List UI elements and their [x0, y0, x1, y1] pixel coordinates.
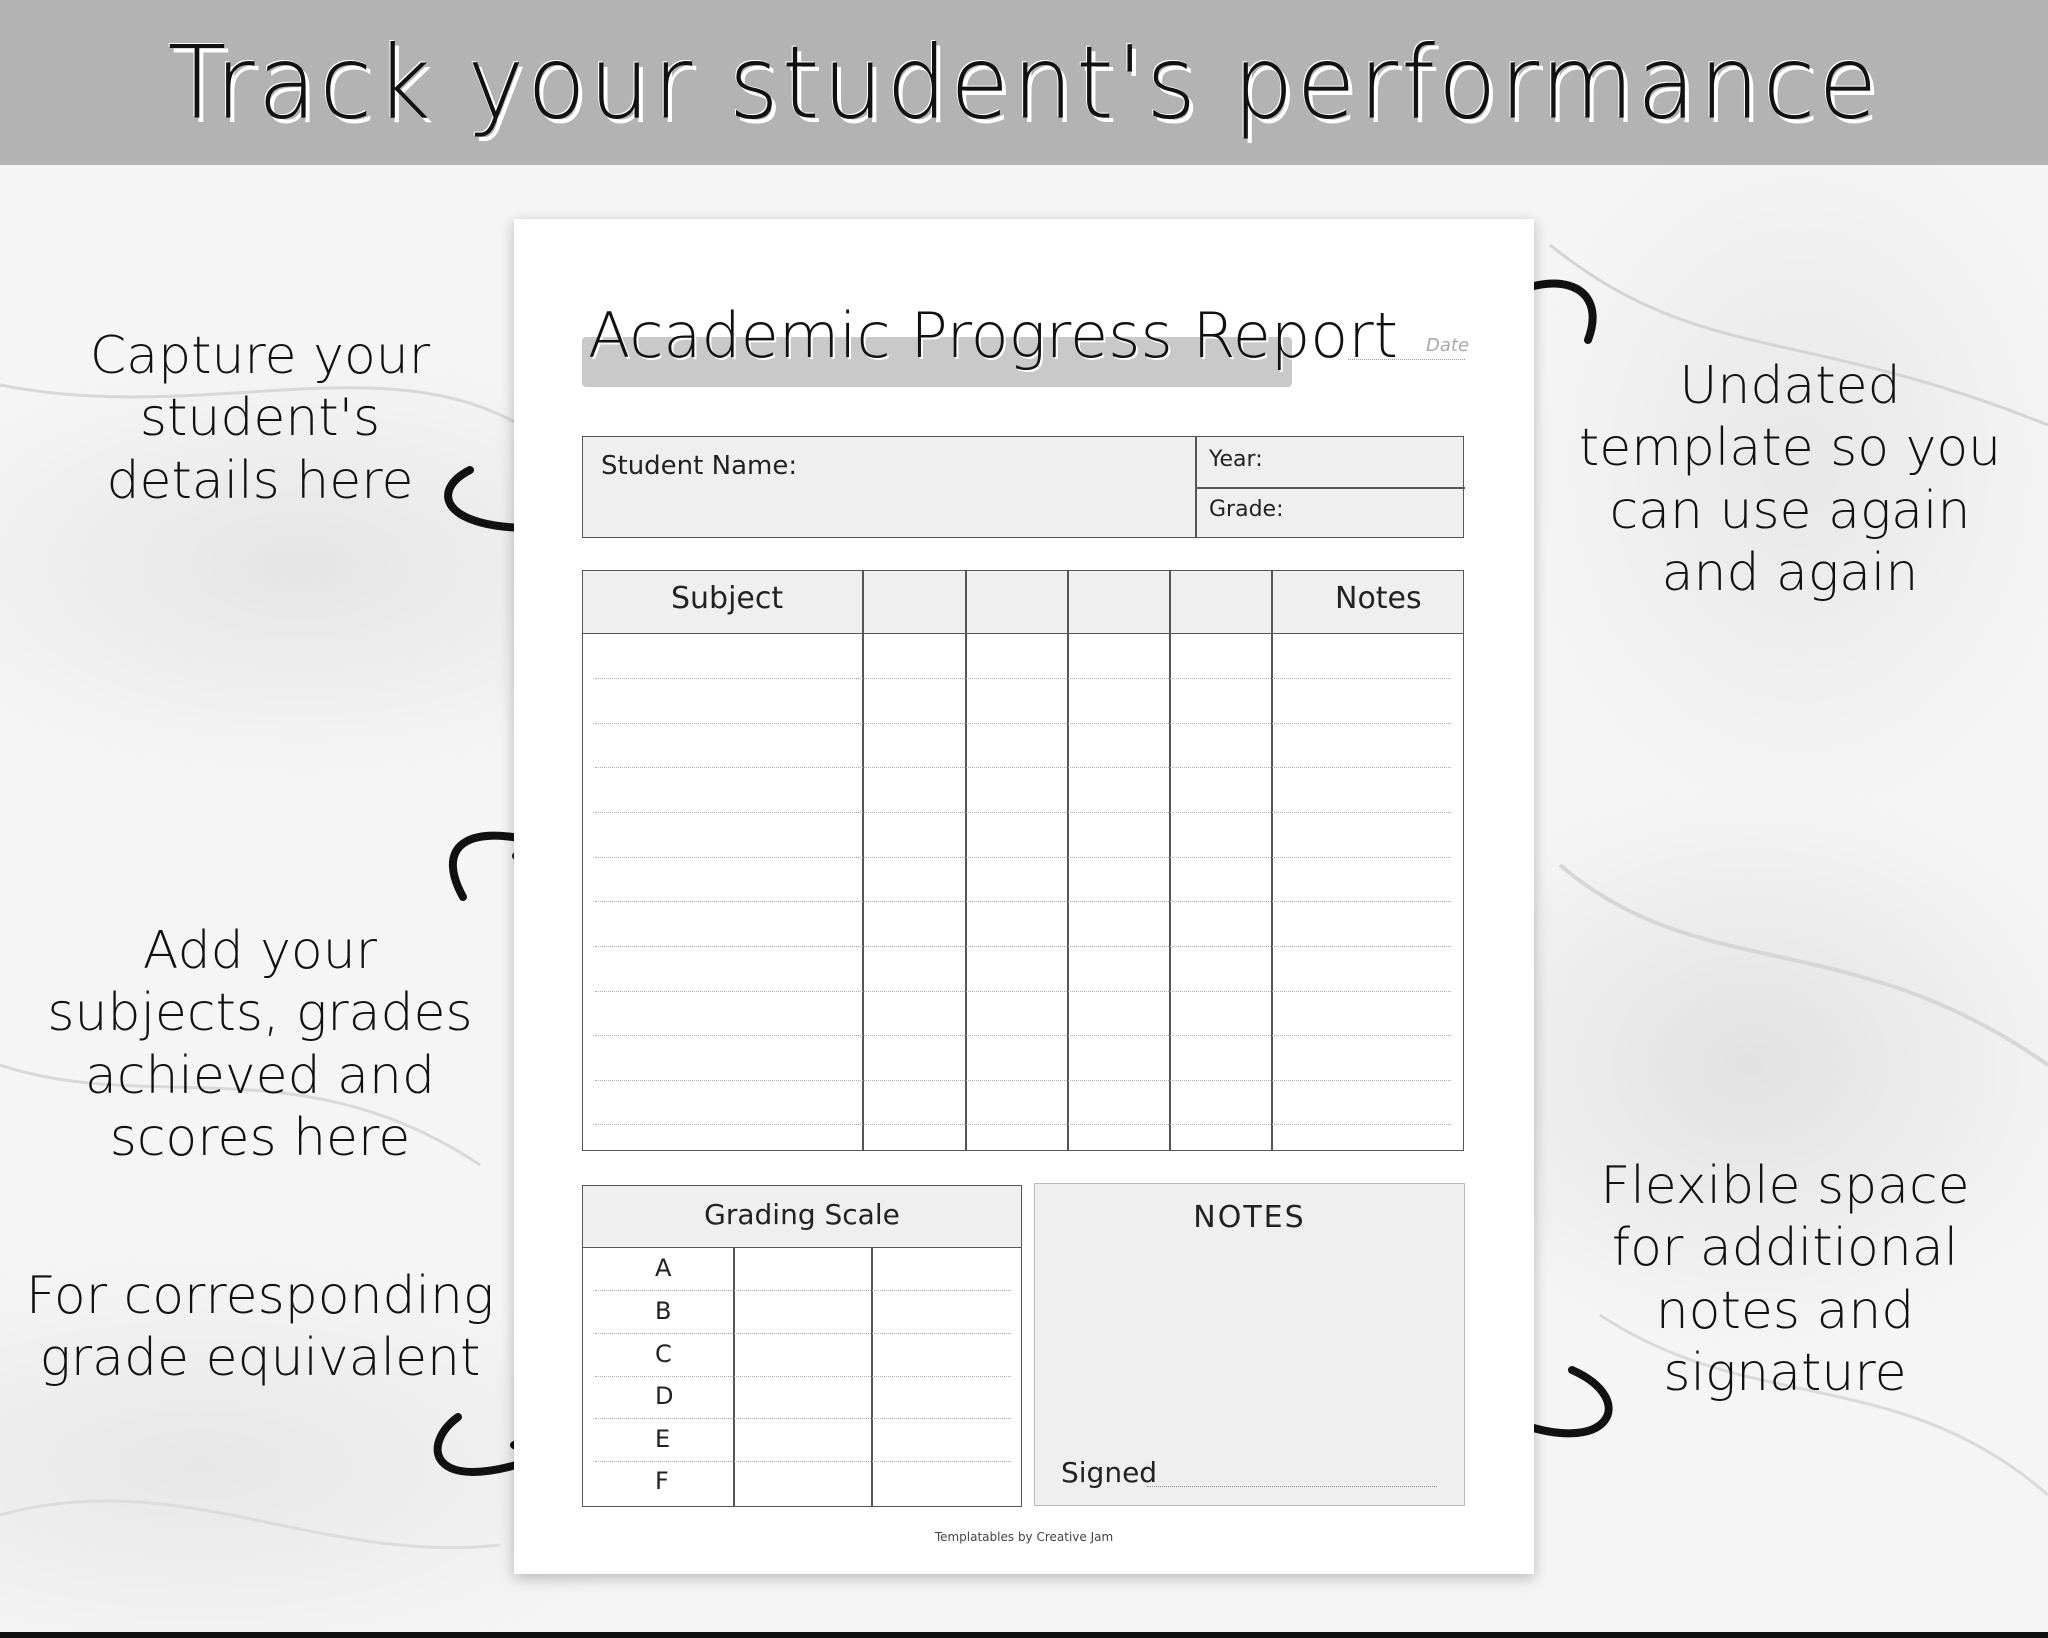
grade-letter: D: [655, 1382, 674, 1410]
grade-letter: E: [655, 1425, 671, 1453]
student-info-box: [582, 436, 1464, 538]
grade-letter: B: [655, 1297, 672, 1325]
annotation-details-text: Capture your student's details here: [89, 326, 431, 511]
annotation-details: [80, 325, 440, 512]
annotation-undated-text: Undated template so you can use again and again: [1578, 356, 2002, 604]
sheet-title-box: [582, 299, 1398, 387]
report-sheet: [514, 219, 1534, 1574]
column-divider: [965, 571, 967, 1150]
table-row: [595, 812, 1451, 813]
annotation-subjects-text: Add your subjects, grades achieved and scores here: [47, 921, 473, 1169]
grading-scale-table: [582, 1185, 1022, 1507]
table-row: [595, 901, 1451, 902]
subjects-table: [582, 570, 1464, 1151]
signed-label: Signed: [1061, 1456, 1158, 1489]
table-row: [595, 1376, 1011, 1377]
grading-scale-title: Grading Scale: [704, 1198, 900, 1231]
column-divider: [862, 571, 864, 1150]
notes-header: Notes: [1335, 581, 1422, 616]
table-row: [595, 723, 1451, 724]
table-row: [595, 857, 1451, 858]
banner-title: Track your student's performance: [167, 23, 1881, 142]
date-field[interactable]: [1348, 359, 1465, 360]
table-row: [595, 1461, 1011, 1462]
column-divider: [1067, 571, 1069, 1150]
table-row: [595, 991, 1451, 992]
table-row: [595, 1418, 1011, 1419]
grade-letter: C: [655, 1340, 672, 1368]
notes-panel: [1034, 1183, 1465, 1506]
signature-field[interactable]: [1147, 1486, 1437, 1487]
bottom-border: [0, 1632, 2048, 1638]
grade-letter: A: [655, 1254, 672, 1282]
table-row: [595, 1080, 1451, 1081]
table-row: [595, 678, 1451, 679]
annotation-undated: [1560, 355, 2020, 605]
annotation-flexible-text: Flexible space for additional notes and signature: [1600, 1156, 1970, 1404]
info-hline: [1195, 487, 1465, 489]
grade-label: Grade:: [1209, 497, 1284, 522]
annotation-subjects: [20, 920, 500, 1170]
student-name-label: Student Name:: [601, 451, 798, 481]
notes-title: NOTES: [1193, 1200, 1306, 1235]
annotation-grading: [20, 1265, 500, 1390]
subject-header: Subject: [671, 581, 784, 616]
subjects-table-header: [583, 571, 1463, 634]
table-row: [595, 1124, 1451, 1125]
footer-credit: Templatables by Creative Jam: [934, 1530, 1114, 1544]
date-label: Date: [1426, 335, 1470, 356]
table-row: [595, 946, 1451, 947]
header-banner: [0, 0, 2048, 165]
table-row: [595, 767, 1451, 768]
grade-letter: F: [655, 1467, 669, 1495]
sheet-title: Academic Progress Report: [588, 299, 1398, 372]
grading-scale-header: [583, 1186, 1021, 1248]
column-divider: [1271, 571, 1273, 1150]
annotation-grading-text: For corresponding grade equivalent: [25, 1266, 495, 1389]
table-row: [595, 1035, 1451, 1036]
column-divider: [871, 1248, 873, 1506]
column-divider: [1169, 571, 1171, 1150]
year-label: Year:: [1209, 447, 1263, 472]
column-divider: [733, 1248, 735, 1506]
table-row: [595, 1333, 1011, 1334]
table-row: [595, 1290, 1011, 1291]
